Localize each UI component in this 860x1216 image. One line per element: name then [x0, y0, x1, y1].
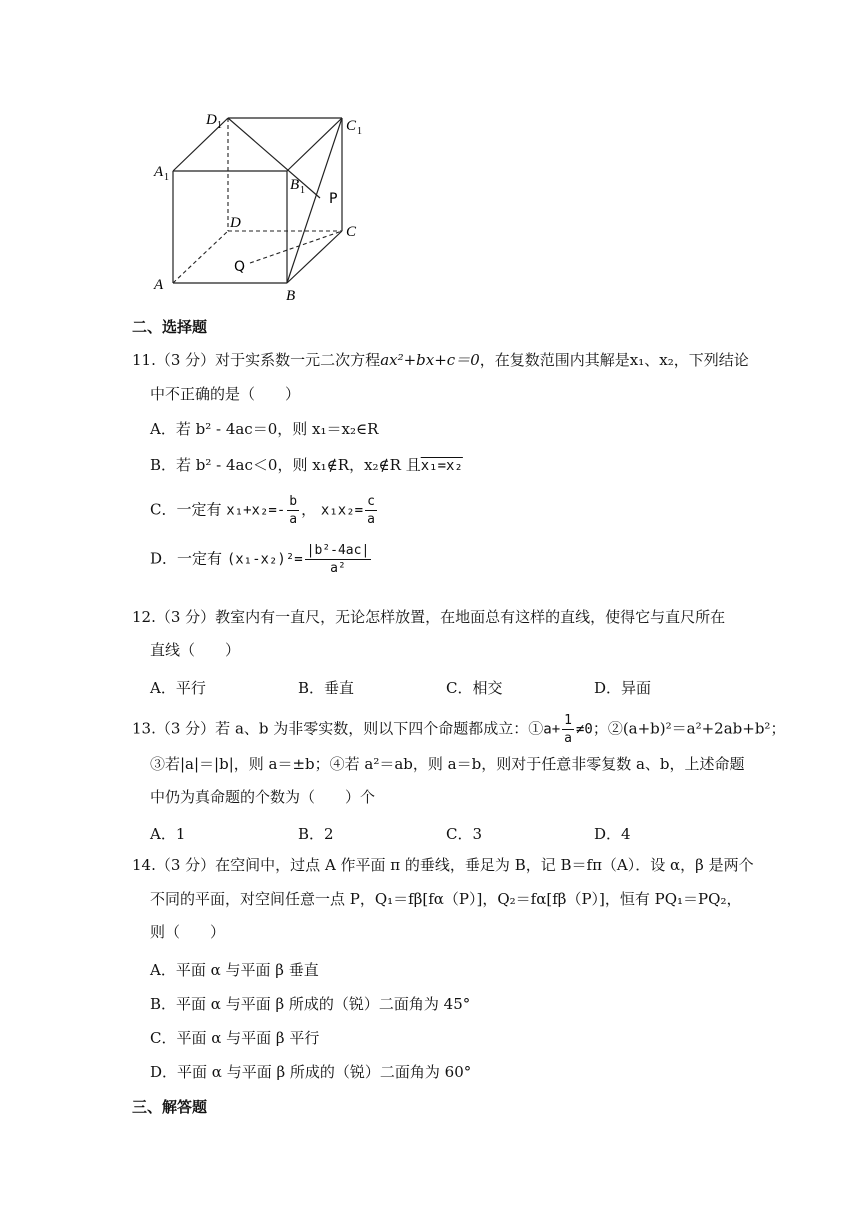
label-b: B [286, 288, 296, 303]
question-number: 12. [132, 608, 156, 626]
hidden-edge-a-d [173, 231, 228, 283]
question-14-line3: 则（ ） [150, 923, 226, 941]
fraction-1-over-a: $\frac{1}{a}$ [564, 713, 572, 746]
label-b1-sub: 1 [300, 185, 305, 196]
equation: ax²+bx+c＝0 [380, 351, 480, 369]
q12-option-d: D．异面 [594, 679, 652, 697]
question-number: 13. [132, 719, 156, 738]
conjugate-formula: x₁=x₂ [420, 458, 463, 474]
label-d: D [230, 215, 241, 231]
question-13-line3: 中仍为真命题的个数为（ ）个 [150, 788, 376, 806]
option-d: D．一定有 (x₁-x₂)²= $\frac{\text{|b²-4ac|}}{\text{a²}}$ [150, 543, 370, 576]
q12-option-a: A．平行 [150, 679, 206, 697]
question-12-line2: 直线（ ） [150, 641, 241, 659]
question-number: 11. [132, 351, 156, 369]
question-12-line1: 12.（3 分）教室内有一直尺，无论怎样放置，在地面总有这样的直线，使得它与直尺所在 [132, 608, 726, 626]
option-b: B．若 b² - 4ac＜0，则 x₁∉R，x₂∉R 且x₁=x₂ [150, 456, 463, 474]
label-c: C [346, 224, 357, 240]
question-13-line1: 13.（3 分）若 a、b 为非零实数，则以下四个命题都成立：①a+ $\frac{1}{a}$ ≠0；②(a+b)²＝a²+2ab+b²； [132, 713, 786, 746]
label-p: P [329, 191, 338, 207]
q14-option-d: D．平面 α 与平面 β 所成的（锐）二面角为 60° [150, 1063, 472, 1081]
question-13-line2: ③若|a|＝|b|，则 a＝±b；④若 a²＝ab，则 a＝b，则对于任意非零复数 a、b，上述命题 [150, 755, 745, 773]
question-number: 14. [132, 856, 156, 874]
q13-option-a: A．1 [150, 825, 186, 843]
label-c1-sub: 1 [357, 126, 362, 137]
label-q: Q [234, 259, 246, 275]
hidden-segment-q-c [250, 231, 342, 263]
option-c: C．一定有 x₁+x₂=- $\frac{b}{a}$ ， x₁x₂= $\frac{c}{a}$ [150, 494, 375, 527]
label-b1: B [290, 177, 300, 193]
section-title-answer: 三、解答题 [132, 1098, 208, 1116]
option-a: A．若 b² - 4ac＝0，则 x₁＝x₂∈R [150, 420, 379, 438]
question-11-line1: 11.（3 分）对于实系数一元二次方程ax²+bx+c＝0，在复数范围内其解是x₁、x₂，下列结论 [132, 351, 749, 369]
label-d1-sub: 1 [217, 120, 222, 131]
label-a: A [154, 277, 164, 293]
fraction-discriminant-over-a2: $\frac{\text{|b²-4ac|}}{\text{a²}}$ [306, 543, 370, 576]
q13-option-c: C．3 [446, 825, 483, 843]
fraction-b-over-a: $\frac{b}{a}$ [289, 494, 298, 527]
cube-figure [150, 108, 370, 303]
question-14-line1: 14.（3 分）在空间中，过点 A 作平面 π 的垂线，垂足为 B，记 B＝fπ（A）．设 α，β 是两个 [132, 856, 754, 874]
q14-option-b: B．平面 α 与平面 β 所成的（锐）二面角为 45° [150, 995, 471, 1013]
question-14-line2: 不同的平面，对空间任意一点 P，Q₁＝fβ[fα（P）]，Q₂＝fα[fβ（P）]，恒有 PQ₁＝PQ₂， [150, 890, 742, 908]
label-c1: C [346, 118, 357, 134]
segment-d1-p [228, 118, 320, 198]
q14-option-a: A．平面 α 与平面 β 垂直 [150, 961, 319, 979]
q12-option-b: B．垂直 [298, 679, 355, 697]
label-a1-sub: 1 [164, 172, 169, 183]
fraction-c-over-a: $\frac{c}{a}$ [367, 494, 375, 527]
section-title-choice: 二、选择题 [132, 318, 208, 336]
label-d1: D [206, 112, 217, 128]
question-11-line2: 中不正确的是（ ） [150, 385, 301, 403]
q14-option-c: C．平面 α 与平面 β 平行 [150, 1029, 320, 1047]
q13-option-b: B．2 [298, 825, 334, 843]
q12-option-c: C．相交 [446, 679, 503, 697]
label-a1: A [154, 164, 164, 180]
question-score: （3 分） [155, 351, 216, 369]
q13-option-d: D．4 [594, 825, 631, 843]
